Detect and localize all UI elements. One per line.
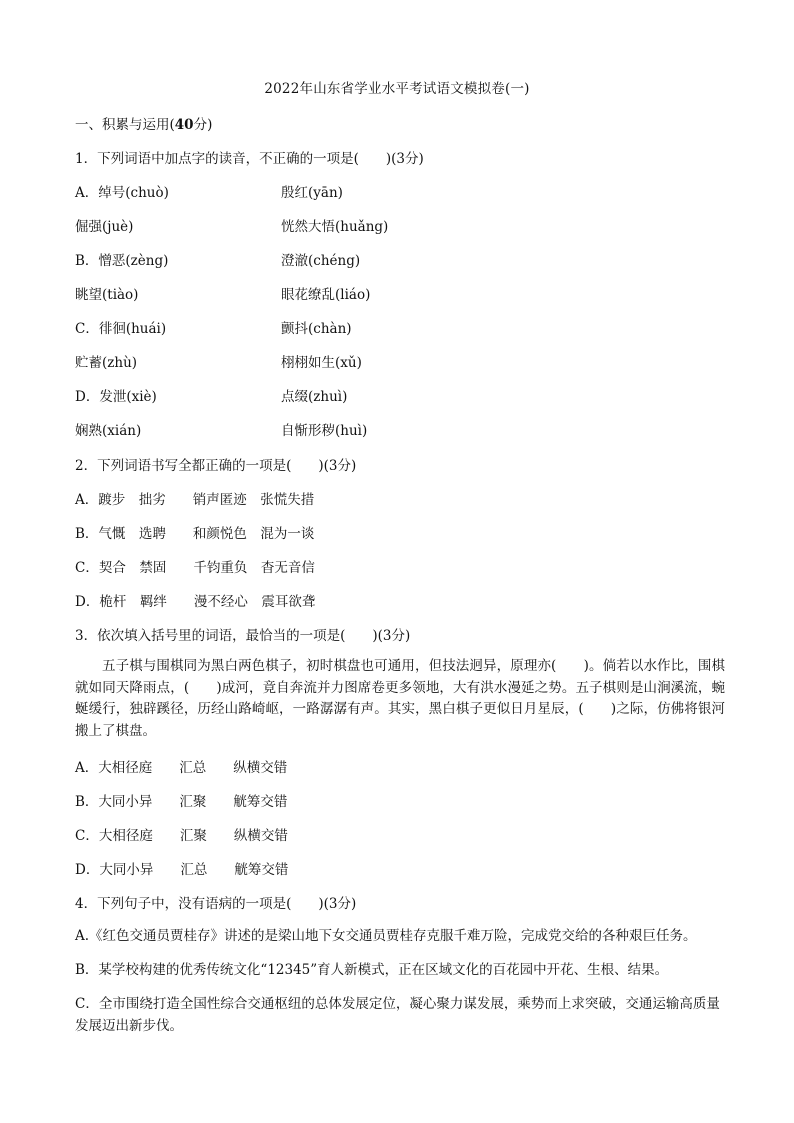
q3-passage: 五子棋与围棋同为黑白两色棋子，初时棋盘也可通用，但技法迥异，原理亦( )。倘若以水作比，围棋就如同天降雨点，( )成河，竟自奔流并力图席卷更多领地，大有洪水漫延之势。五子棋则是山涧溪流，蜿蜒缓行，独辟蹊径，历经山路崎岖，一路潺潺有声。其实，黑白棋子更似日月星辰，( )之际，仿佛将银河搬上了棋盘。 (75, 658, 725, 739)
q1-row-left: 贮蓄(zhù) (75, 355, 138, 371)
q1-row-right: 栩栩如生(xǔ) (281, 355, 362, 371)
q1-row-right: 殷红(yān) (281, 185, 343, 201)
q3-stem: 3．依次填入括号里的词语，最恰当的一项是( )(3分) (75, 628, 411, 644)
q1-row-right: 颤抖(chàn) (281, 321, 352, 337)
section-score: 40 (174, 117, 194, 133)
exam-title: 2022年山东省学业水平考试语文模拟卷(一) (264, 81, 530, 97)
q4-option-c: C．全市围绕打造全国性综合交通枢纽的总体发展定位，凝心聚力谋发展，乘势而上求突破，交通运输高质量发展迈出新步伐。 (75, 996, 720, 1034)
q1-row-right: 澄澈(chéng) (281, 253, 361, 269)
q3-option-d: D．大同小异 汇总 觥筹交错 (75, 862, 289, 878)
section-label: 一、积累与运用( (75, 117, 175, 133)
q1-stem: 1．下列词语中加点字的读音，不正确的一项是( )(3分) (75, 151, 424, 167)
q1-row-left: 倔强(juè) (75, 219, 134, 235)
q4-option-b: B．某学校构建的优秀传统文化“12345”育人新模式，正在区域文化的百花园中开花、生根、结果。 (75, 962, 669, 978)
q3-option-a: A．大相径庭 汇总 纵横交错 (75, 760, 288, 776)
q2-option-a: A．踱步 拙劣 销声匿迹 张慌失措 (75, 492, 315, 508)
q2-stem: 2．下列词语书写全都正确的一项是( )(3分) (75, 458, 357, 474)
section-unit: 分) (193, 117, 213, 133)
q1-row-right: 自惭形秽(huì) (281, 423, 368, 439)
q1-row-left: 眺望(tiào) (75, 287, 139, 303)
q1-row-left: B．憎恶(zèng) (75, 253, 169, 269)
q1-row-left: C．徘徊(huái) (75, 321, 167, 337)
q4-option-a: A.《红色交通员贾桂存》讲述的是梁山地下女交通员贾桂存克服千难万险，完成党交给的各种艰巨任务。 (75, 928, 697, 944)
q2-option-c: C．契合 禁固 千钧重负 杳无音信 (75, 560, 315, 576)
q2-option-d: D．桅杆 羁绊 漫不经心 震耳欲聋 (75, 594, 316, 610)
q1-row-left: D．发泄(xiè) (75, 389, 157, 405)
q1-row-left: 娴熟(xián) (75, 423, 142, 439)
q1-row-right: 眼花缭乱(liáo) (281, 287, 371, 303)
q4-stem: 4．下列句子中，没有语病的一项是( )(3分) (75, 896, 357, 912)
q1-row-left: A．绰号(chuò) (75, 185, 169, 201)
q3-option-b: B．大同小异 汇聚 觥筹交错 (75, 794, 288, 810)
section-heading (75, 113, 212, 133)
q2-option-b: B．气慨 选聘 和颜悦色 混为一谈 (75, 526, 315, 542)
q3-option-c: C．大相径庭 汇聚 纵横交错 (75, 828, 288, 844)
q1-row-right: 恍然大悟(huǎng) (281, 219, 389, 235)
q1-row-right: 点缀(zhuì) (281, 389, 348, 405)
